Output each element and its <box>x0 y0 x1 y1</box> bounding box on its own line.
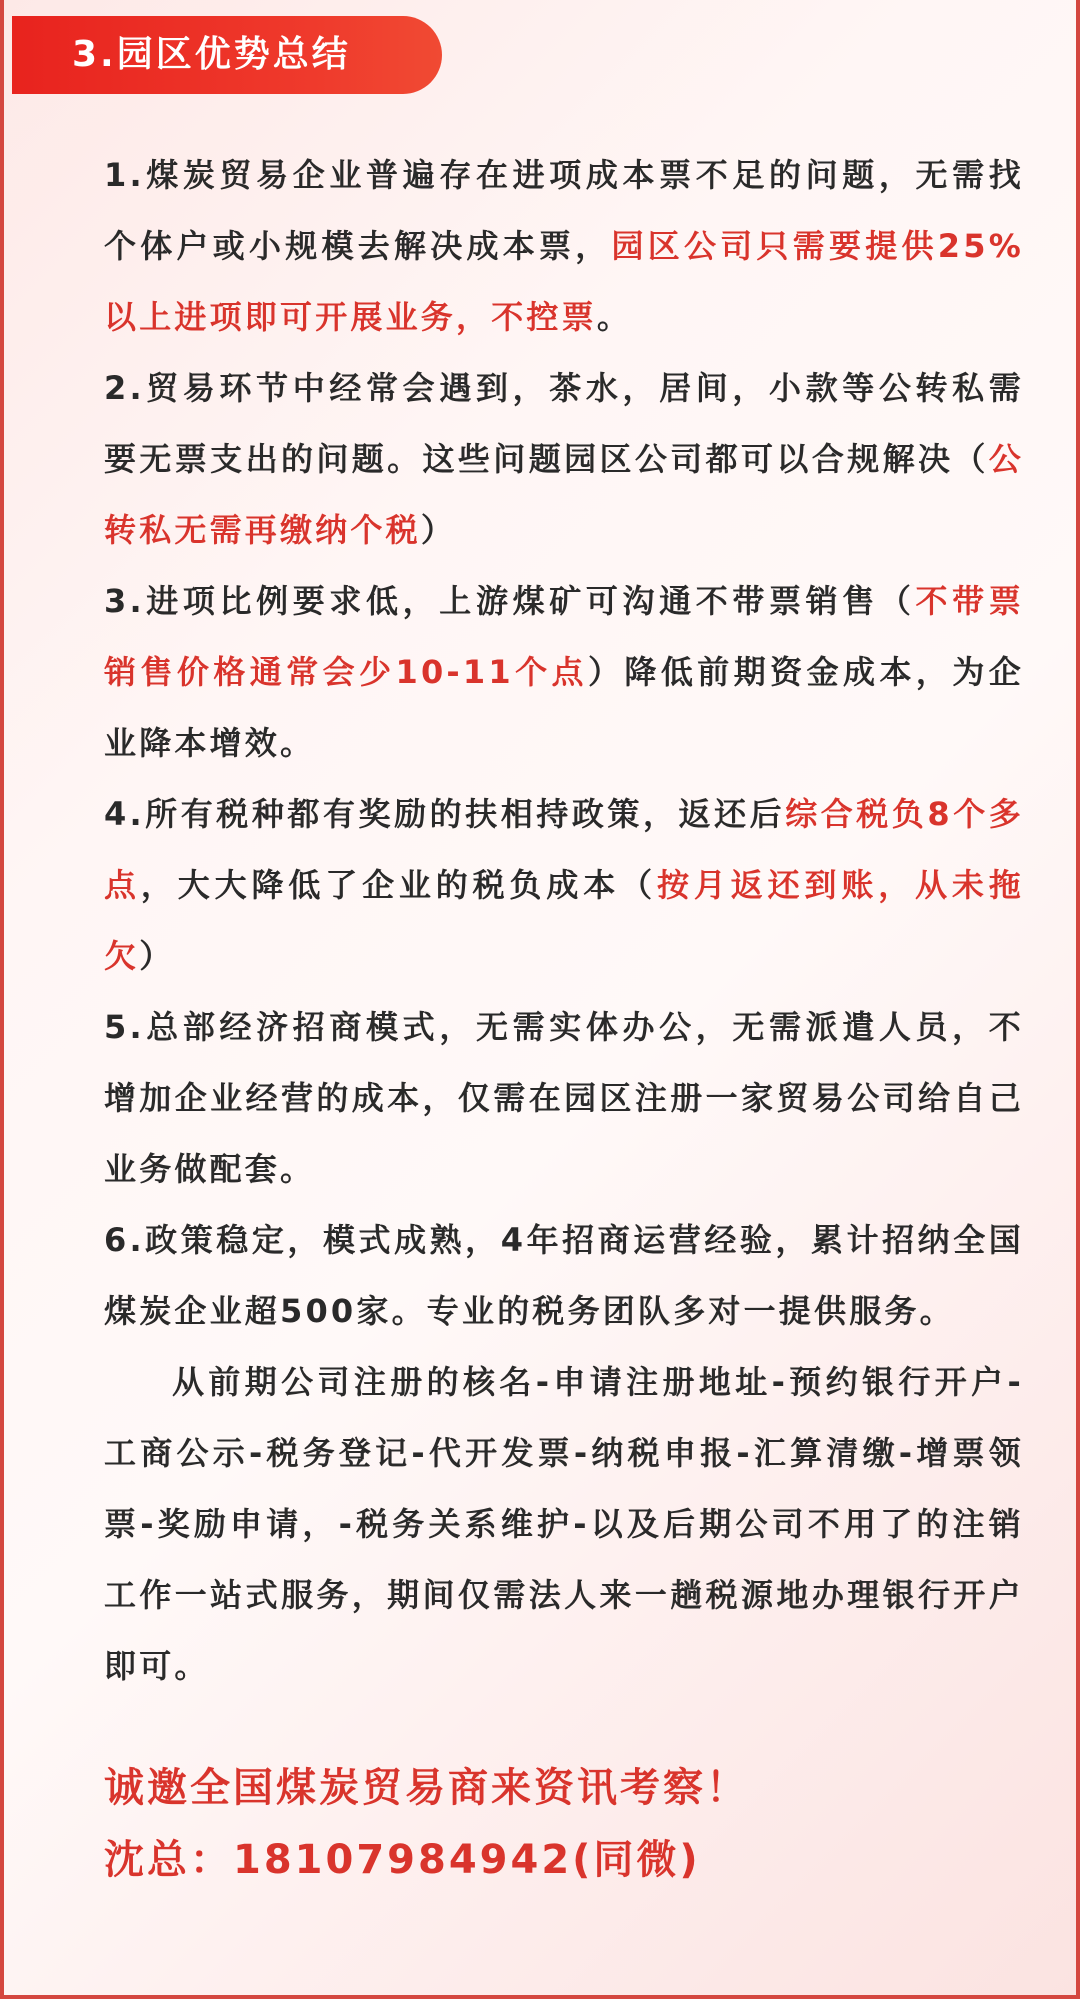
advantage-item-1 <box>104 140 1024 353</box>
advantage-text: 1.煤炭贸易企业普遍存在进项成本票不足的问题，无需找个体户或小规模去解决成本票， <box>104 156 1024 265</box>
advantage-item-2 <box>104 353 1024 566</box>
advantage-highlight: 公转私无需再缴纳个税 <box>104 440 1024 549</box>
footer-contact-block <box>104 1752 1024 1896</box>
advantage-text: 2.贸易环节中经常会遇到，茶水，居间，小款等公转私需要无票支出的问题。这些问题园区公司都可以合规解决（ <box>104 369 1024 478</box>
advantage-text: ） <box>139 937 175 975</box>
advantage-text: ，大大降低了企业的税负成本（ <box>140 866 657 904</box>
advantage-item-5 <box>104 992 1024 1205</box>
section-title-banner <box>12 16 442 94</box>
advantage-highlight: 按月返还到账，从未拖欠 <box>104 866 1024 975</box>
advantage-text: ）降低前期资金成本，为企业降本增效。 <box>104 653 1024 762</box>
advantage-text: 4.所有税种都有奖励的扶相持政策，返还后 <box>104 795 786 833</box>
advantage-text: 5.总部经济招商模式，无需实体办公，无需派遣人员，不增加企业经营的成本，仅需在园区注册一家贸易公司给自己业务做配套。 <box>104 1008 1024 1188</box>
advantage-item-3 <box>104 566 1024 779</box>
service-paragraph: 从前期公司注册的核名-申请注册地址-预约银行开户-工商公示-税务登记-代开发票-纳税申报-汇算清缴-增票领票-奖励申请，-税务关系维护-以及后期公司不用了的注销工作一站式服务，期间仅需法人来一趟税源地办理银行开户即可。 <box>104 1363 1024 1685</box>
advantage-highlight: 综合税负8个多点 <box>104 795 1024 904</box>
contact-line: 沈总：18107984942(同微) <box>104 1837 701 1883</box>
advantages-list <box>104 140 1024 1702</box>
advantage-text: 6.政策稳定，模式成熟，4年招商运营经验，累计招纳全国煤炭企业超500家。专业的税务团队多对一提供服务。 <box>104 1221 1024 1330</box>
advantage-text: ） <box>420 511 457 549</box>
section-title: 3.园区优势总结 <box>72 34 351 75</box>
advantage-highlight: 不带票销售价格通常会少10-11个点 <box>104 582 1024 691</box>
invite-line: 诚邀全国煤炭贸易商来资讯考察！ <box>104 1765 749 1811</box>
advantage-item-6 <box>104 1205 1024 1347</box>
advantage-item-4 <box>104 779 1024 992</box>
advantage-text: 3.进项比例要求低，上游煤矿可沟通不带票销售（ <box>104 582 916 620</box>
advantage-highlight: 园区公司只需要提供25%以上进项即可开展业务，不控票 <box>104 227 1024 336</box>
advantage-text: 。 <box>596 298 633 336</box>
